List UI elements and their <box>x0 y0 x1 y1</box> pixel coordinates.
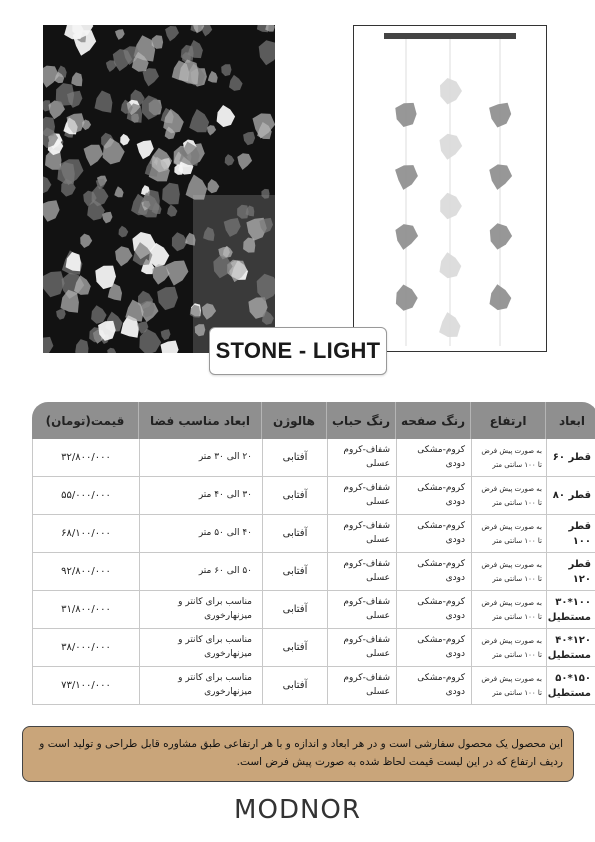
cell-bubble-color-line: عسلی <box>366 648 390 659</box>
cell-plate-color-line: دودی <box>445 496 465 507</box>
cell-suitable-space <box>139 439 262 477</box>
cell-halogen <box>262 515 327 553</box>
stone-shape <box>490 284 512 310</box>
stone-shape <box>489 164 512 190</box>
cell-price <box>32 553 139 591</box>
cell-height-line: به صورت پیش فرض <box>481 560 542 569</box>
cell-height-line: به صورت پیش فرض <box>481 636 542 645</box>
stone-shape <box>440 252 462 278</box>
table-row <box>32 629 595 667</box>
cell-price <box>32 667 139 705</box>
stone-shape <box>440 78 462 104</box>
cell-suitable-space-line: ۵۰ الی ۶۰ متر <box>198 565 252 576</box>
cell-plate-color-line: کروم-مشکی <box>417 445 465 455</box>
stone-shape <box>489 103 511 128</box>
cell-size-line: قطر ۱۰۰ <box>568 520 591 547</box>
cell-height <box>471 629 546 667</box>
cell-halogen <box>262 629 327 667</box>
stone-shape <box>440 193 462 219</box>
pendant-stones-image <box>354 26 547 352</box>
cell-bubble-color-line: عسلی <box>366 496 390 507</box>
cell-plate-color-line: کروم-مشکی <box>417 483 465 493</box>
cell-plate-color-line: دودی <box>445 458 465 469</box>
cell-price <box>32 515 139 553</box>
cell-halogen-line: آفتابی <box>282 642 308 653</box>
pendant-product-photo <box>353 25 547 352</box>
stone-shape <box>395 103 416 127</box>
cell-size <box>546 591 595 629</box>
cell-halogen <box>262 591 327 629</box>
cell-suitable-space <box>139 591 262 629</box>
cell-price-line: ۵۵/۰۰۰/۰۰۰ <box>61 490 111 501</box>
cell-halogen-line: آفتابی <box>282 604 308 615</box>
cell-halogen <box>262 477 327 515</box>
table-row <box>32 667 595 705</box>
cell-plate-color <box>396 629 471 667</box>
header-suitable-space: ابعاد مناسب فضا <box>139 402 262 439</box>
cell-height-line: به صورت پیش فرض <box>481 522 542 531</box>
cell-plate-color <box>396 553 471 591</box>
cell-height <box>471 439 546 477</box>
table-row <box>32 553 595 591</box>
cell-size <box>546 667 595 705</box>
header-bubble-color: رنگ حباب <box>327 402 396 439</box>
crystal-stones-image <box>43 25 275 353</box>
stone-shape <box>395 224 418 250</box>
cell-height-line: تا ۱۰۰ سانتی متر <box>492 650 542 659</box>
stone-shape <box>439 312 460 337</box>
cell-size <box>546 477 595 515</box>
cell-suitable-space <box>139 667 262 705</box>
cell-bubble-color-line: عسلی <box>366 534 390 545</box>
cell-height-line: تا ۱۰۰ سانتی متر <box>492 460 542 469</box>
cell-height-line: به صورت پیش فرض <box>481 598 542 607</box>
cell-size-line: قطر ۸۰ <box>552 490 591 501</box>
cell-halogen <box>262 439 327 477</box>
cell-halogen-line: آفتابی <box>282 452 308 463</box>
cell-plate-color-line: دودی <box>445 572 465 583</box>
cell-height-line: به صورت پیش فرض <box>481 446 542 455</box>
ceiling-plate <box>384 33 516 39</box>
table-row <box>32 591 595 629</box>
cell-suitable-space <box>139 629 262 667</box>
table-row <box>32 439 595 477</box>
stone-shape <box>396 285 418 311</box>
cell-suitable-space-line: مناسب برای کانتر و <box>178 673 252 683</box>
cell-suitable-space-line: میزنهارخوری <box>204 686 252 697</box>
cell-bubble-color <box>327 515 396 553</box>
cell-plate-color-line: کروم-مشکی <box>417 597 465 607</box>
table-row <box>32 477 595 515</box>
brand-logo: MODNOR <box>234 795 361 825</box>
cell-bubble-color-line: عسلی <box>366 686 390 697</box>
cell-plate-color-line: دودی <box>445 534 465 545</box>
cell-size-line: ۱۵۰*۵۰ مستطیل <box>547 672 591 699</box>
cell-bubble-color-line: شفاف-کروم <box>343 521 390 531</box>
cell-price-line: ۳۱/۸۰۰/۰۰۰ <box>61 604 111 615</box>
cell-height-line: تا ۱۰۰ سانتی متر <box>492 688 542 697</box>
cell-bubble-color <box>327 553 396 591</box>
cell-suitable-space-line: ۳۰ الی ۴۰ متر <box>198 489 252 500</box>
cell-plate-color-line: کروم-مشکی <box>417 635 465 645</box>
cell-plate-color <box>396 477 471 515</box>
product-title: STONE - LIGHT <box>215 338 381 363</box>
cell-size <box>546 515 595 553</box>
table-header-row <box>32 402 595 439</box>
cell-height <box>471 553 546 591</box>
chandelier-photo <box>43 25 275 353</box>
cell-halogen <box>262 667 327 705</box>
cell-bubble-color <box>327 477 396 515</box>
stone-shape <box>395 165 418 190</box>
cell-height-line: به صورت پیش فرض <box>481 674 542 683</box>
cell-bubble-color-line: شفاف-کروم <box>343 635 390 645</box>
cell-size-line: قطر ۱۲۰ <box>568 558 591 585</box>
cell-plate-color <box>396 591 471 629</box>
cell-suitable-space-line: میزنهارخوری <box>204 648 252 659</box>
cell-suitable-space-line: ۴۰ الی ۵۰ متر <box>198 527 252 538</box>
cell-bubble-color-line: عسلی <box>366 458 390 469</box>
cell-height-line: تا ۱۰۰ سانتی متر <box>492 498 542 507</box>
cell-suitable-space <box>139 477 262 515</box>
cell-price-line: ۳۸/۰۰۰/۰۰۰ <box>61 642 111 653</box>
cell-price-line: ۷۳/۱۰۰/۰۰۰ <box>61 680 111 691</box>
cell-plate-color-line: دودی <box>445 648 465 659</box>
note-text: این محصول یک محصول سفارشی است و در هر ابعاد و اندازه و با هر ارتفاعی طبق مشاوره قابل طراحی و تولید است و ردیف ارتفاع که در این لیست قیمت لحاظ شده به صورت پیش فرض است. <box>39 738 563 769</box>
cell-bubble-color <box>327 667 396 705</box>
cell-plate-color-line: کروم-مشکی <box>417 521 465 531</box>
header-height: ارتفاع <box>471 402 546 439</box>
cell-bubble-color-line: شفاف-کروم <box>343 597 390 607</box>
cell-bubble-color-line: شفاف-کروم <box>343 483 390 493</box>
cell-bubble-color-line: شفاف-کروم <box>343 445 390 455</box>
header-price: قیمت(تومان) <box>32 402 139 439</box>
cell-suitable-space-line: ۲۰ الی ۳۰ متر <box>198 451 252 462</box>
cell-suitable-space <box>139 553 262 591</box>
cell-plate-color <box>396 515 471 553</box>
cell-halogen-line: آفتابی <box>282 680 308 691</box>
stone-shape <box>490 223 512 249</box>
stone-shape <box>440 134 463 160</box>
cell-halogen-line: آفتابی <box>282 528 308 539</box>
custom-order-note <box>22 726 574 782</box>
cell-price <box>32 591 139 629</box>
cell-bubble-color <box>327 629 396 667</box>
cell-size <box>546 439 595 477</box>
cell-size <box>546 629 595 667</box>
cell-bubble-color-line: عسلی <box>366 572 390 583</box>
header-size: ابعاد <box>546 402 595 439</box>
cell-height <box>471 667 546 705</box>
cell-halogen <box>262 553 327 591</box>
cell-suitable-space-line: مناسب برای کانتر و <box>178 635 252 645</box>
table-row <box>32 515 595 553</box>
cell-suitable-space-line: مناسب برای کانتر و <box>178 597 252 607</box>
cell-size-line: ۱۲۰*۴۰ مستطیل <box>547 634 591 661</box>
cell-bubble-color <box>327 439 396 477</box>
cell-size-line: قطر ۶۰ <box>552 452 591 463</box>
cell-price-line: ۶۸/۱۰۰/۰۰۰ <box>61 528 111 539</box>
cell-price <box>32 629 139 667</box>
cell-size <box>546 553 595 591</box>
cell-plate-color-line: دودی <box>445 686 465 697</box>
table-body <box>32 439 595 705</box>
cell-height-line: تا ۱۰۰ سانتی متر <box>492 612 542 621</box>
cell-plate-color <box>396 439 471 477</box>
cell-size-line: ۱۰۰*۳۰ مستطیل <box>547 596 591 623</box>
cell-price <box>32 439 139 477</box>
cell-bubble-color <box>327 591 396 629</box>
header-halogen: هالوژن <box>262 402 327 439</box>
cell-suitable-space-line: میزنهارخوری <box>204 610 252 621</box>
cell-halogen-line: آفتابی <box>282 566 308 577</box>
cell-height-line: تا ۱۰۰ سانتی متر <box>492 536 542 545</box>
cell-price <box>32 477 139 515</box>
cell-plate-color <box>396 667 471 705</box>
cell-height <box>471 591 546 629</box>
product-title-box <box>209 327 387 375</box>
cell-height-line: تا ۱۰۰ سانتی متر <box>492 574 542 583</box>
cell-plate-color-line: کروم-مشکی <box>417 559 465 569</box>
cell-bubble-color-line: شفاف-کروم <box>343 559 390 569</box>
cell-bubble-color-line: عسلی <box>366 610 390 621</box>
header-plate-color: رنگ صفحه <box>396 402 471 439</box>
cell-price-line: ۹۲/۸۰۰/۰۰۰ <box>61 566 111 577</box>
cell-suitable-space <box>139 515 262 553</box>
cell-halogen-line: آفتابی <box>282 490 308 501</box>
cell-height <box>471 477 546 515</box>
cell-plate-color-line: دودی <box>445 610 465 621</box>
cell-price-line: ۳۲/۸۰۰/۰۰۰ <box>61 452 111 463</box>
cell-plate-color-line: کروم-مشکی <box>417 673 465 683</box>
price-table <box>32 402 591 705</box>
cell-bubble-color-line: شفاف-کروم <box>343 673 390 683</box>
cell-height <box>471 515 546 553</box>
cell-height-line: به صورت پیش فرض <box>481 484 542 493</box>
